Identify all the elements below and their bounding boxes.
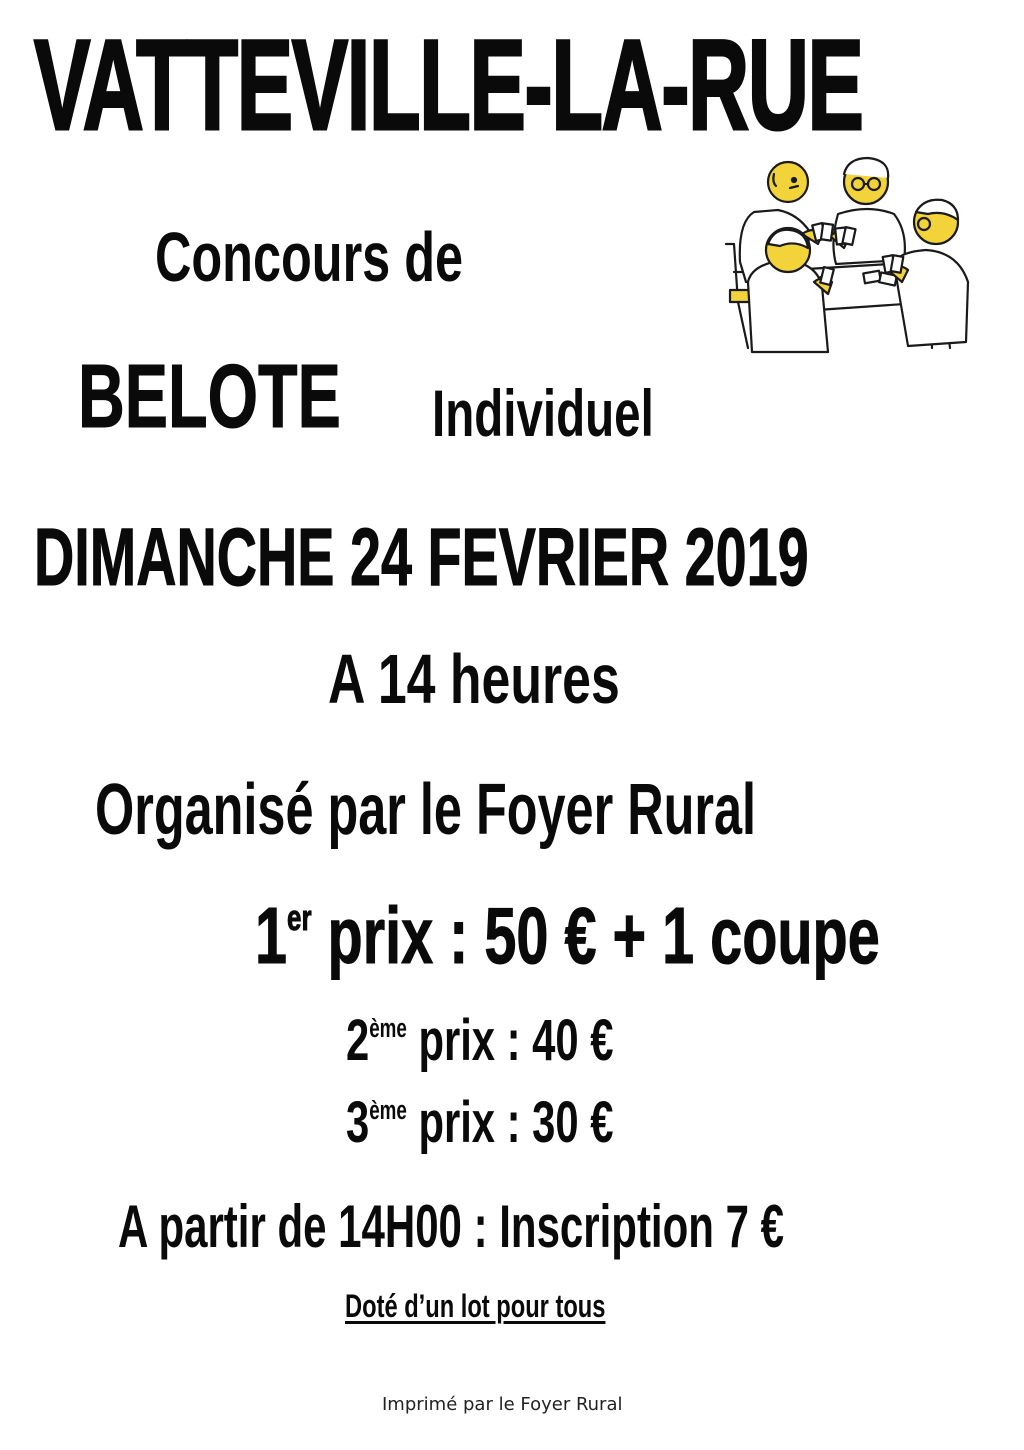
- prize-text: prix : 30 €: [406, 1090, 614, 1155]
- player-frontleft-body: [748, 260, 828, 352]
- lot-note: Doté d’un lot pour tous: [345, 1288, 606, 1324]
- heading-belote: BELOTE: [78, 347, 341, 447]
- heading-concours: Concours de: [155, 218, 464, 296]
- prize-rank: 2: [346, 1008, 370, 1073]
- table-cards: [863, 271, 880, 284]
- prize-rank: 3: [346, 1090, 370, 1155]
- heading-individuel: Individuel: [432, 376, 654, 450]
- prize-rank-suffix: er: [287, 897, 312, 939]
- prize-rank-suffix: ème: [369, 1013, 407, 1044]
- town-title: VATTEVILLE-LA-RUE: [34, 14, 863, 157]
- prize-rank-suffix: ème: [369, 1095, 407, 1126]
- prize-third: [346, 1090, 614, 1155]
- prize-text: prix : 40 €: [406, 1008, 614, 1073]
- prize-first: [255, 891, 880, 980]
- prize-rank: 1: [255, 891, 288, 980]
- card-players-illustration: [718, 152, 990, 354]
- prize-second: [346, 1008, 614, 1073]
- organizer-line: Organisé par le Foyer Rural: [95, 770, 757, 850]
- player-right-body: [894, 250, 968, 346]
- prize-text: prix : 50 € + 1 coupe: [311, 891, 880, 980]
- registration-line: A partir de 14H00 : Inscription 7 €: [118, 1193, 784, 1260]
- event-date: DIMANCHE 24 FEVRIER 2019: [34, 512, 809, 603]
- event-time: A 14 heures: [328, 640, 620, 718]
- printer-credit: Imprimé par le Foyer Rural: [382, 1394, 623, 1415]
